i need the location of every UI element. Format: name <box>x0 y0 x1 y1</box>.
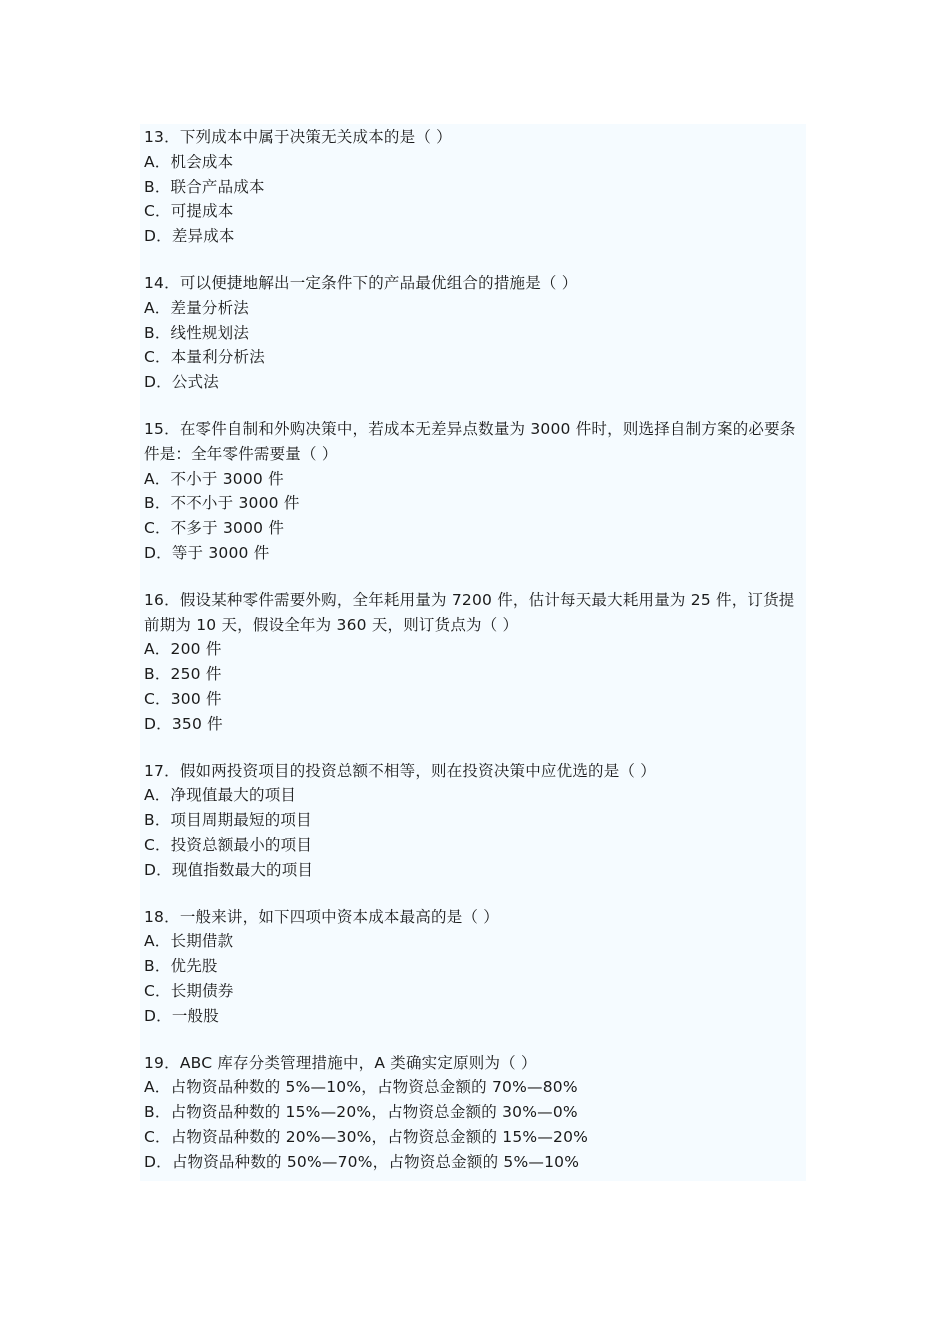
option-a: A．长期借款 <box>144 932 234 951</box>
option-b: B．不不小于 3000 件 <box>144 494 300 513</box>
question-text: 16．假设某种零件需要外购，全年耗用量为 7200 件，估计每天最大耗用量为 25 件，订货提前期为 10 天，假设全年为 360 天，则订货点为（ ） <box>144 590 795 634</box>
question-15 <box>144 417 806 566</box>
option-c: C．不多于 3000 件 <box>144 519 285 538</box>
option-a: A．不小于 3000 件 <box>144 469 284 488</box>
option-b: B．联合产品成本 <box>144 177 265 196</box>
option-a: A．净现值最大的项目 <box>144 786 297 805</box>
option-d: D．差异成本 <box>144 227 235 246</box>
option-a: A．差量分析法 <box>144 298 250 317</box>
question-19 <box>144 1051 806 1175</box>
option-d: D．一般股 <box>144 1006 219 1025</box>
option-d: D．占物资品种数的 50%—70%，占物资总金额的 5%—10% <box>144 1152 580 1171</box>
option-b: B．优先股 <box>144 957 218 976</box>
question-18 <box>144 905 806 1029</box>
option-a: A．200 件 <box>144 640 222 659</box>
option-a: A．机会成本 <box>144 152 234 171</box>
option-b: B．项目周期最短的项目 <box>144 811 312 830</box>
question-text: 15．在零件自制和外购决策中，若成本无差异点数量为 3000 件时，则选择自制方案的必要条件是：全年零件需要量（ ） <box>144 419 796 463</box>
option-b: B．占物资品种数的 15%—20%，占物资总金额的 30%—0% <box>144 1103 578 1122</box>
option-c: C．投资总额最小的项目 <box>144 835 313 854</box>
question-text: 14．可以便捷地解出一定条件下的产品最优组合的措施是（ ） <box>144 273 578 292</box>
question-text: 19．ABC 库存分类管理措施中，A 类确实定原则为（ ） <box>144 1053 537 1072</box>
question-17 <box>144 759 806 883</box>
option-c: C．本量利分析法 <box>144 348 265 367</box>
question-text: 18．一般来讲，如下四项中资本成本最高的是（ ） <box>144 907 499 926</box>
option-b: B．线性规划法 <box>144 323 250 342</box>
option-a: A．占物资品种数的 5%—10%，占物资总金额的 70%—80% <box>144 1078 578 1097</box>
option-c: C．可提成本 <box>144 202 234 221</box>
option-d: D．350 件 <box>144 714 223 733</box>
question-13 <box>144 125 806 249</box>
option-d: D．现值指数最大的项目 <box>144 860 314 879</box>
option-b: B．250 件 <box>144 665 222 684</box>
question-14 <box>144 271 806 395</box>
option-c: C．长期债券 <box>144 981 234 1000</box>
option-d: D．公式法 <box>144 373 219 392</box>
question-16 <box>144 588 806 737</box>
question-text: 17．假如两投资项目的投资总额不相等，则在投资决策中应优选的是（ ） <box>144 761 656 780</box>
option-c: C．300 件 <box>144 689 222 708</box>
option-d: D．等于 3000 件 <box>144 543 270 562</box>
question-text: 13．下列成本中属于决策无关成本的是（ ） <box>144 128 452 146</box>
question-list <box>140 124 806 1181</box>
option-c: C．占物资品种数的 20%—30%，占物资总金额的 15%—20% <box>144 1127 589 1146</box>
